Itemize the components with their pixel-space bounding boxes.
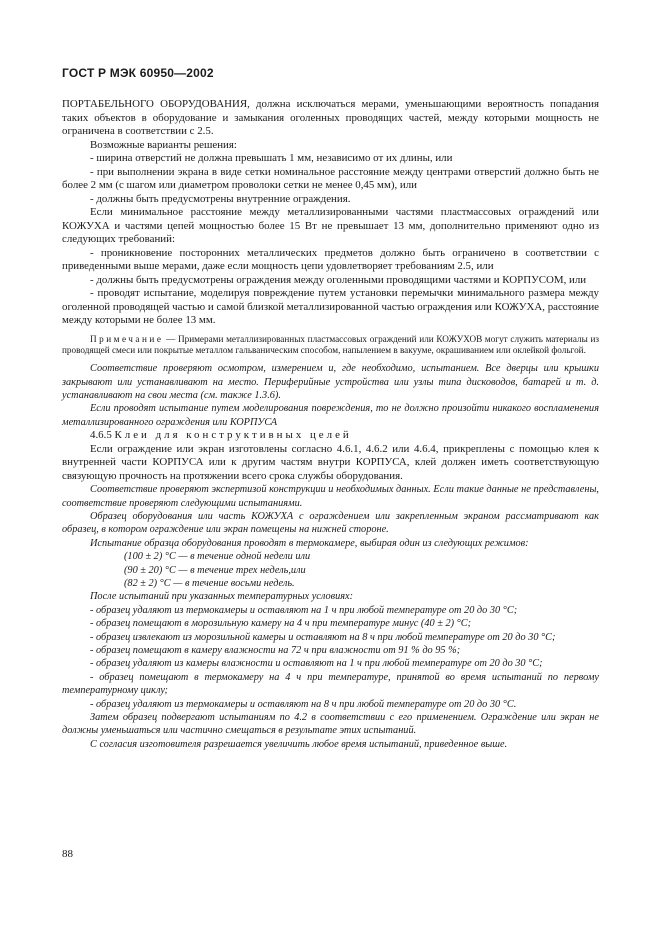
- list-item: - проникновение посторонних металлических предметов должно быть ограничено в соответствии с приведенными выше мерами, даже если мощность цепи удовлетворяет требованиям 2.5, или: [62, 246, 599, 272]
- test-step: - образец помещают в камеру влажности на 72 ч при влажности от 91 % до 95 %;: [90, 645, 461, 656]
- test-text: Испытание образца оборудования проводят в термокамере, выбирая один из следующих режимов:: [90, 537, 529, 549]
- list-item: - должны быть предусмотрены внутренние ограждения.: [90, 192, 351, 205]
- section-heading: [62, 429, 599, 443]
- compliance-text: Если проводят испытание путем моделирования повреждения, то не должно произойти никакого воспламенения металлизированного ограждения или КОРПУСА: [62, 403, 599, 428]
- temperature-mode: (90 ± 20) °С — в течение трех недель,или: [124, 564, 306, 576]
- temperature-mode: (82 ± 2) °С — в течение восьми недель.: [124, 577, 295, 589]
- test-step: - образец извлекают из морозильной камеры и оставляют на 8 ч при любой температуре от 20 до 30 °С;: [90, 631, 556, 643]
- section-number: 4.6.5: [90, 429, 112, 442]
- document-header: ГОСТ Р МЭК 60950—2002: [62, 66, 214, 80]
- note-text: — Примерами металлизированных пластмассовых ограждений или КОЖУХОВ могут служить материалы из проводящей смеси или покрытые металлом гальваническим способом, напылением в вакууме, окрашиванием или оклейкой фольгой.: [62, 333, 599, 356]
- list-item: - ширина отверстий не должна превышать 1 мм, независимо от их длины, или: [90, 152, 453, 164]
- list-item: - проводят испытание, моделируя повреждение путем установки перемычки минимального размера между оголенной проводящей частью и самой близкой металлизированной частью ограждения или КОЖУХА, расстояние между которыми не более 13 мм.: [62, 287, 599, 326]
- test-text: Образец оборудования или часть КОЖУХА с ограждением или закрепленным экраном рассматривают как образец, в котором ограждение или экран помещены на нижней стороне.: [62, 510, 599, 536]
- test-step: После испытаний при указанных температурных условиях:: [90, 591, 354, 603]
- test-step: - образец удаляют из термокамеры и оставляют на 8 ч при любой температуре от 20 до 30 °С.: [90, 698, 517, 710]
- page-body: [62, 98, 599, 751]
- test-step: - образец помещают в термокамеру на 4 ч при температуре, принятой во время испытаний по первому температурному циклу;: [62, 671, 599, 697]
- body-paragraph: Если ограждение или экран изготовлены согласно 4.6.1, 4.6.2 или 4.6.4, прикреплены с помощью клея к внутренней части КОРПУСА или к другим частям внутри КОРПУСА, клей должен иметь соответствующую связующую прочность на протяжении всего срока службы оборудования.: [62, 442, 599, 482]
- test-step: Затем образец подвергают испытаниям по 4.2 в соответствии с его применением. Ограждение или экран не должны уменьшаться или частично смещаться в результате этих испытаний.: [62, 712, 599, 737]
- body-paragraph: ПОРТАБЕЛЬНОГО ОБОРУДОВАНИЯ, должна исключаться мерами, уменьшающими вероятность попадания таких объектов в оборудование и замыкания оголенных проводящих частей, между которыми мощность не ограничена в соответствии с 2.5.: [62, 98, 599, 137]
- body-paragraph: Если минимальное расстояние между металлизированными частями пластмассовых ограждений или КОЖУХА и частями цепей мощностью более 15 Вт не превышает 13 мм, дополнительно применяют одно из следующих требований:: [62, 206, 599, 245]
- compliance-text: Соответствие проверяют осмотром, измерением и, где необходимо, испытанием. Все дверцы или крышки закрывают или устанавливают на место. Периферийные устройства или узлы типа дисководов, батарей и т. д. устанавливают на свои места (см. также 1.3.6).: [62, 363, 599, 401]
- test-step: - образец помещают в морозильную камеру на 4 ч при температуре минус (40 ± 2) °С;: [90, 618, 472, 630]
- note-label: Примечание: [90, 333, 164, 344]
- temperature-mode: (100 ± 2) °С — в течение одной недели или: [124, 551, 311, 563]
- list-item: - при выполнении экрана в виде сетки номинальное расстояние между центрами отверстий должно быть не более 2 мм (с шагом или диаметром проволоки сетки не менее 0,45 мм), или: [62, 165, 599, 191]
- note: [62, 334, 599, 358]
- list-item: - должны быть предусмотрены ограждения между оголенными проводящими частями и КОРПУСОМ, или: [90, 273, 587, 286]
- test-step: С согласия изготовителя разрешается увеличить любое время испытаний, приведенное выше.: [90, 738, 508, 750]
- body-paragraph: Возможные варианты решения:: [90, 138, 237, 151]
- test-text: Соответствие проверяют экспертизой конструкции и необходимых данных. Если такие данные не представлены, соответствие проверяют следующими испытаниями.: [62, 484, 599, 509]
- test-step: - образец удаляют из камеры влажности и оставляют на 1 ч при любой температуре от 20 до 30 °С;: [90, 658, 543, 670]
- test-step: - образец удаляют из термокамеры и оставляют на 1 ч при любой температуре от 20 до 30 °С;: [90, 604, 518, 616]
- section-title: Клеи для конструктивных целей: [114, 429, 352, 442]
- page-number: 88: [62, 848, 73, 860]
